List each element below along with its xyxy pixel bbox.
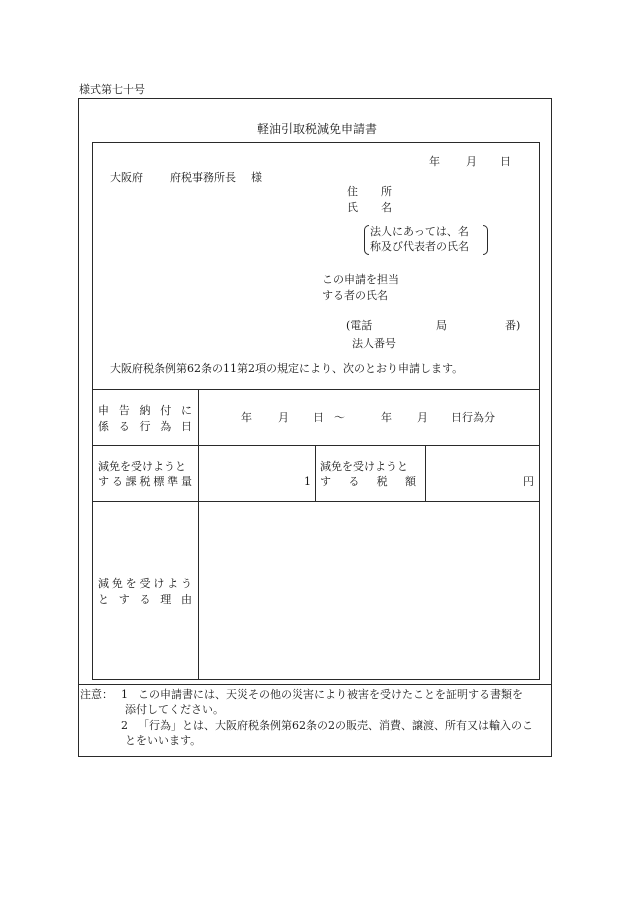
address-label-1: 住 [347,185,358,198]
row1-label-char: 付 [160,404,172,417]
row3-label-char: よ [167,577,179,590]
date-month-label: 月 [466,155,477,168]
row2-label-line2 [98,476,192,487]
phone-number: 番) [505,319,521,332]
row2-label-char: 準 [167,475,179,488]
note1-line1: この申請書には、天災その他の災害により被害を受けたことを証明する書類を [138,688,523,701]
row2-value-quantity: 1 [304,475,311,488]
row2-label-char: 課 [125,475,137,488]
row2-label2-char: 税 [376,475,388,488]
row1-label-char: 係 [98,420,109,433]
row1-year2: 年 [381,411,392,424]
contact-line1: この申請を担当 [322,273,399,286]
row1-year1: 年 [241,411,252,424]
form-title: 軽油引取税減免申請書 [257,122,378,136]
table-line-top [92,389,540,390]
row1-day1: 日 [313,411,324,424]
table-line-row2 [92,501,540,502]
addressee-honorific: 様 [251,171,262,184]
row3-label-char: 由 [181,593,192,606]
row1-tilde: 〜 [334,411,345,424]
table-line-row1 [92,445,540,446]
row1-label-char: 為 [160,420,172,433]
row3-label-char: 減 [98,577,109,590]
note2-line1: 「行為」とは、大阪府税条例第62条の2の販売、消費、譲渡、所有又は輸入のこ [138,719,533,732]
table-line-col2 [315,445,316,501]
row3-label-char: 受 [139,577,151,590]
row3-label-char: す [118,593,130,606]
row2-label-char: 量 [180,475,192,488]
notes-left-rule [78,685,79,756]
row1-label-char: 行 [139,420,151,433]
row1-label-char: る [118,420,130,433]
corp-note-line1: 法人にあっては、名 [370,225,469,238]
notes-bottom-rule [78,756,552,757]
addressee-prefecture: 大阪府 [110,171,143,184]
phone-open: (電話 [346,319,373,332]
row1-label-line2 [98,421,192,432]
row3-label-char: う [180,577,192,590]
notes-right-rule [551,685,552,756]
row1-label-line1 [98,405,192,416]
note2-number: 2 [121,719,128,732]
note1-line2: 添付してください。 [125,703,224,716]
date-day-label: 日 [500,155,511,168]
row2-label2-line2 [320,476,416,487]
phone-bureau: 局 [436,319,447,332]
row3-label-char: を [125,577,137,590]
corp-note-close-bracket [483,225,488,255]
row2-label-line1: 減免を受けようと [98,460,186,473]
row3-label-char: 理 [160,593,172,606]
row3-label-char: 免 [111,577,123,590]
table-line-col1 [198,389,199,680]
notes-lead: 注意： [80,688,113,701]
corp-note-open-bracket [364,225,369,255]
row2-label-char: る [111,475,123,488]
row1-label-char: に [181,404,192,417]
row2-label2-char: る [348,475,360,488]
form-number: 様式第七十号 [79,83,145,96]
row2-label2-char: す [320,475,331,488]
table-line-col3 [425,445,426,501]
row1-suffix: 日行為分 [451,411,495,424]
row2-label2-line1: 減免を受けようと [320,460,408,473]
row3-label-char: け [153,577,165,590]
note1-number: 1 [121,688,128,701]
addressee-office: 府税事務所長 [170,171,236,184]
row3-label-char: る [139,593,151,606]
contact-line2: する者の氏名 [322,289,388,302]
name-label-2: 名 [381,201,392,214]
statement-text: 大阪府税条例第62条の11第2項の規定により、次のとおり申請します。 [110,362,464,375]
row1-label-char: 申 [98,404,109,417]
row2-value-yen: 円 [523,475,534,488]
name-label-1: 氏 [347,201,358,214]
row2-label-char: す [98,475,109,488]
row3-label-line2 [98,594,192,605]
row3-label-line1 [98,578,192,589]
row2-label2-char: 額 [404,475,416,488]
row3-label-char: と [98,593,109,606]
row1-label-char: 告 [118,404,130,417]
row1-label-char: 日 [181,420,192,433]
date-year-label: 年 [429,155,440,168]
row1-label-char: 納 [139,404,151,417]
row1-month1: 月 [278,411,289,424]
row2-label-char: 税 [139,475,151,488]
address-label-2: 所 [381,185,392,198]
row2-label-char: 標 [153,475,165,488]
row1-month2: 月 [417,411,428,424]
corp-note-line2: 称及び代表者の氏名 [370,240,469,253]
note2-line2: とをいいます。 [125,734,202,747]
corp-number-label: 法人番号 [352,337,396,350]
